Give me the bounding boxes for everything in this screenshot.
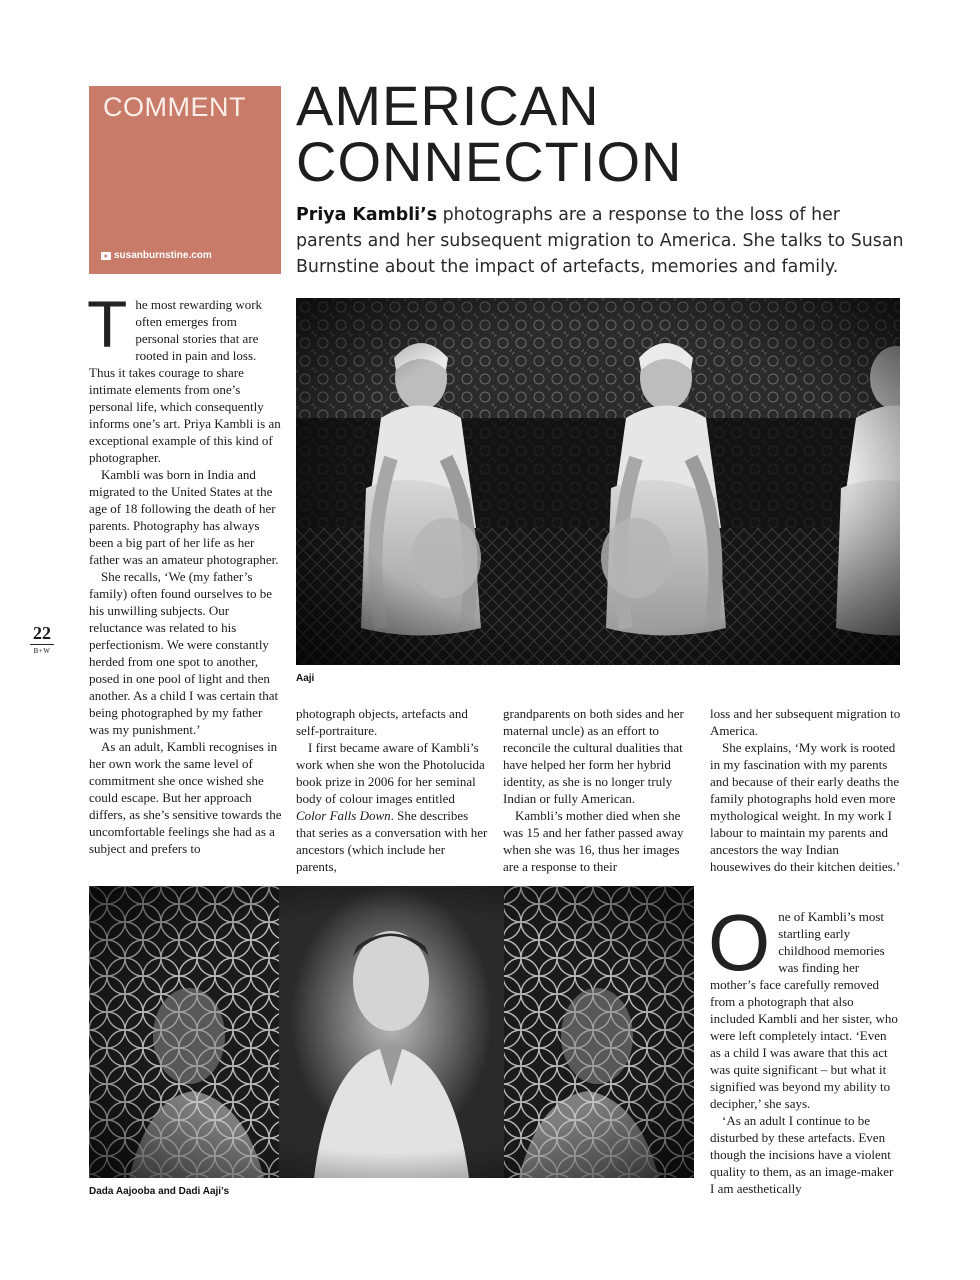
paragraph [708, 898, 900, 1112]
body-column-4 [710, 705, 902, 875]
page-number: 22 [30, 624, 54, 645]
paragraph: She recalls, ‘We (my father’s family) often found ourselves to be his unwilling subjects. Our reluctance was related to his perfectionism. We were constantly herded from one spot to another, posed in one pool of light and then another. As a child I was certain that being photographed by my father was my punishment.’ [89, 569, 279, 737]
caption-aaji: Aaji [296, 673, 315, 684]
paragraph-text: . She describes that series as a conversation with her ancestors (which include her parents, [296, 808, 488, 874]
source-link[interactable] [101, 250, 212, 261]
standfirst-name: Priya Kambli’s [296, 205, 438, 225]
headline-line-1: AMERICAN [296, 74, 600, 137]
paragraph [296, 739, 488, 875]
video-play-icon [101, 252, 111, 260]
paragraph: loss and her subsequent migration to America. [710, 706, 901, 738]
headline-line-2: CONNECTION [296, 130, 683, 193]
paragraph-text: I first became aware of Kambli’s work when she won the Photolucida book prize in 2006 for her seminal body of colour images entitled [296, 740, 485, 806]
drop-cap: T [87, 287, 128, 361]
folio [30, 624, 54, 655]
photo-dada-aajooba [89, 886, 694, 1178]
series-title: Color Falls Down [296, 808, 391, 823]
photo-aaji [296, 298, 900, 665]
paragraph: grandparents on both sides and her maternal uncle) as an effort to reconcile the cultural dualities that have helped her form her hybrid identity, as she is no longer truly Indian or fully American. [503, 706, 684, 806]
body-column-5 [708, 898, 900, 1197]
standfirst-text: photographs are a response to the loss of her parents and her subsequent migration to America. She talks to Susan Burnstine about the impact of artefacts, memories and family. [296, 205, 904, 277]
headline [296, 74, 896, 193]
paragraph-text: he most rewarding work often emerges from personal stories that are rooted in pain and loss. Thus it takes courage to share intimate elements from one’s personal life, which consequently informs one’s art. Priya Kambli is an exceptional example of this kind of photographer. [89, 297, 281, 465]
section-label-box [89, 86, 281, 274]
body-column-1 [87, 287, 283, 857]
paragraph: ‘As an adult I continue to be disturbed by these artefacts. Even though the incisions have a violent quality to them, as an image-maker I am aesthetically [710, 1113, 894, 1196]
paragraph: She explains, ‘My work is rooted in my fascination with my parents and because of their early deaths the family photographs hold even more mythological weight. In my work I labour to maintain my parents and ancestors the way Indian housewives do their kitchen deities.’ [710, 740, 901, 874]
paragraph: photograph objects, artefacts and self-portraiture. [296, 706, 468, 738]
caption-dada-aajooba: Dada Aajooba and Dadi Aaji’s [89, 1186, 230, 1197]
paragraph: As an adult, Kambli recognises in her own work the same level of commitment she once wished she could escape. But her approach differs, as she’s sensitive towards the uncomfortable feelings she had as a subject and prefers to [89, 739, 282, 856]
drop-cap: O [708, 898, 771, 987]
paragraph: Kambli was born in India and migrated to the United States at the age of 18 following the death of her parents. Photography has always been a big part of her life as her father was an amateur photographer. [89, 467, 279, 567]
magazine-code: B+W [33, 647, 51, 655]
section-label: COMMENT [103, 92, 246, 122]
source-link-text[interactable]: susanburnstine.com [114, 250, 212, 261]
body-column-3 [503, 705, 697, 875]
paragraph [87, 287, 283, 466]
paragraph-text: ne of Kambli’s most startling early childhood memories was finding her mother’s face carefully removed from a photograph that also included Kambli and her sister, who were left completely intact. ‘Even as a child I was aware that this act was quite significant – but what it signified was beyond my ability to decipher,’ she says. [710, 909, 898, 1111]
standfirst [296, 202, 906, 280]
paragraph: Kambli’s mother died when she was 15 and her father passed away when she was 16, thus her images are a response to their [503, 808, 684, 874]
body-column-2 [296, 705, 488, 875]
